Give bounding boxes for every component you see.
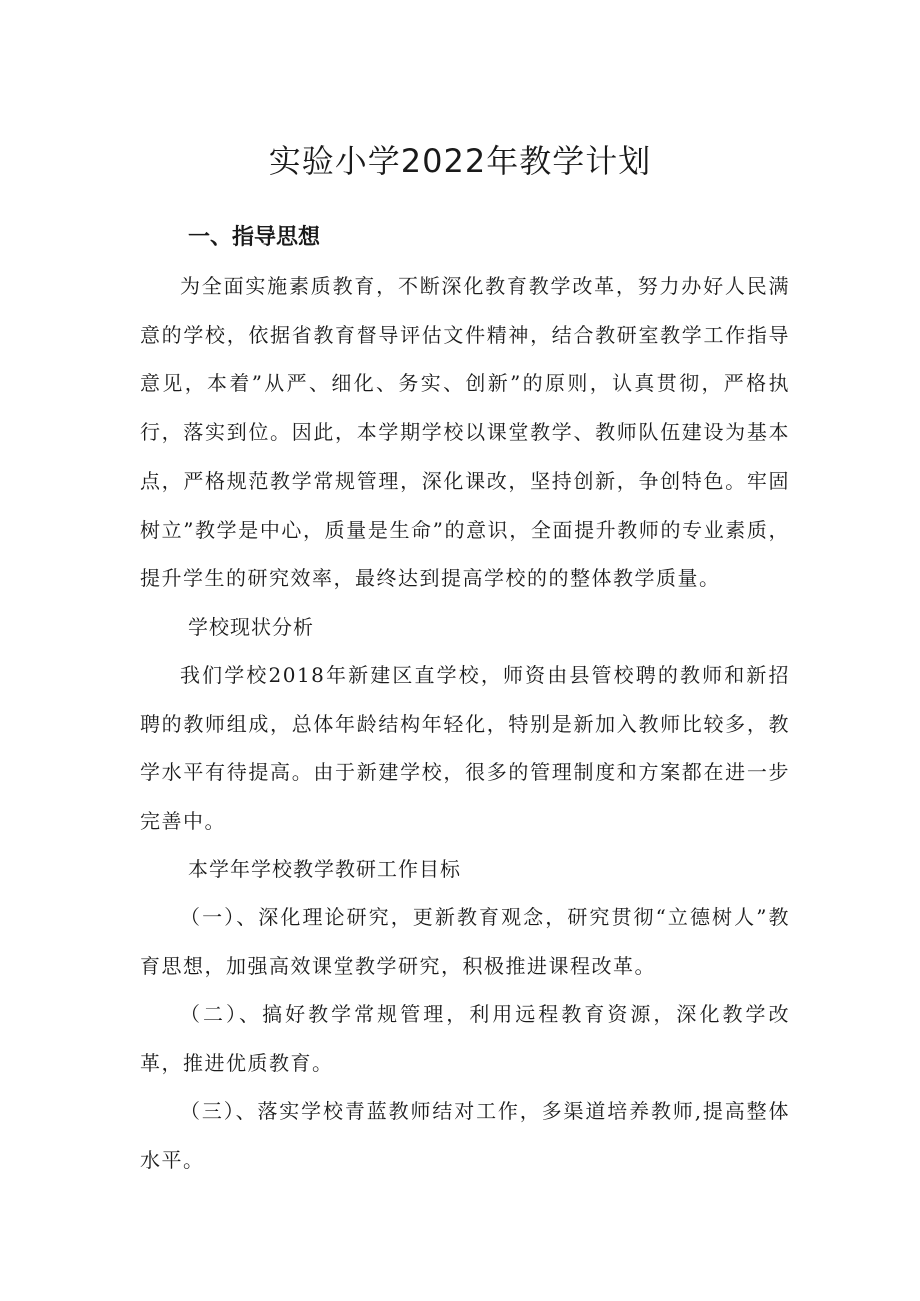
goal-item-2: （二）、搞好教学常规管理，利用远程教育资源，深化教学改革，推进优质教育。: [140, 1002, 790, 1075]
subheading-school-status: 学校现状分析: [188, 615, 314, 639]
paragraph-guiding-ideology: 为全面实施素质教育，不断深化教育教学改革，努力办好人民满意的学校，依据省教育督导评估文件精神，结合教研室教学工作指导意见，本着”从严、细化、务实、创新”的原则，认真贯彻，严格执行，落实到位。因此，本学期学校以课堂教学、教师队伍建设为基本点，严格规范教学常规管理，深化课改，坚持创新，争创特色。牢固树立”教学是中心，质量是生命”的意识，全面提升教师的专业素质，提升学生的研究效率，最终达到提高学校的的整体教学质量。: [140, 274, 790, 591]
subheading-work-goals: 本学年学校教学教研工作目标: [188, 857, 461, 881]
paragraph-school-status: 我们学校2018年新建区直学校，师资由县管校聘的教师和新招聘的教师组成，总体年龄结构年轻化，特别是新加入教师比较多，教学水平有待提高。由于新建学校，很多的管理制度和方案都在进一步完善中。: [140, 663, 790, 834]
goal-item-1: （一）、深化理论研究，更新教育观念，研究贯彻“立德树人”教育思想，加强高效课堂教学研究，积极推进课程改革。: [140, 905, 790, 978]
section-heading-guiding-ideology: 一、指导思想: [188, 225, 321, 250]
document-title: 实验小学2022年教学计划: [268, 142, 652, 180]
goal-item-3: （三）、落实学校青蓝教师结对工作，多渠道培养教师,提高整体水平。: [140, 1099, 790, 1172]
